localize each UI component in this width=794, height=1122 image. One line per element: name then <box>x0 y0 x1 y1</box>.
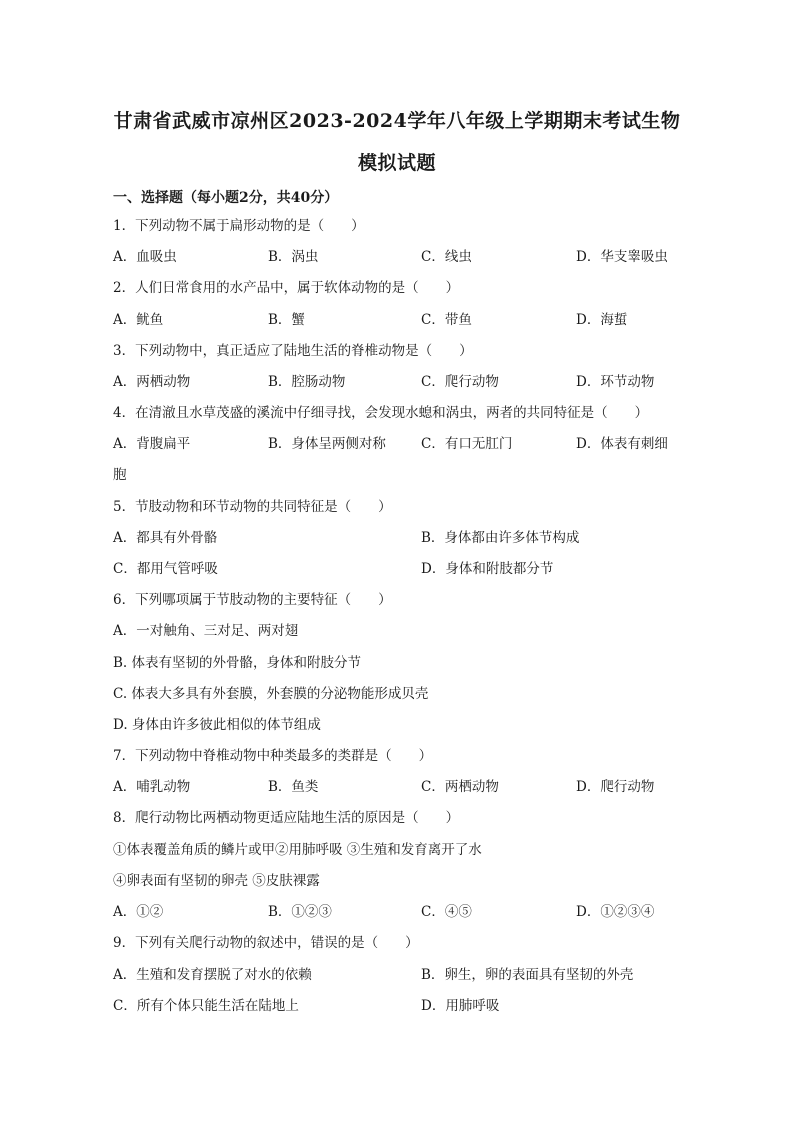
question-7-stem: 7．下列动物中脊椎动物中种类最多的类群是（ ） <box>113 748 433 764</box>
question-5-option-c: C．都用气管呼吸 <box>113 561 218 577</box>
question-9-option-a: A．生殖和发育摆脱了对水的依赖 <box>113 967 312 983</box>
question-3-option-c: C．爬行动物 <box>421 374 499 390</box>
question-7-option-b: B．鱼类 <box>268 779 319 795</box>
question-2-option-b: B．蟹 <box>268 312 305 328</box>
question-4-option-c: C．有口无肛门 <box>421 436 513 452</box>
question-5-stem: 5．节肢动物和环节动物的共同特征是（ ） <box>113 499 392 515</box>
question-3-option-a: A．两栖动物 <box>113 374 191 390</box>
question-4-option-b: B．身体呈两侧对称 <box>268 436 386 452</box>
question-2-option-c: C．带鱼 <box>421 312 472 328</box>
question-2-stem: 2．人们日常食用的水产品中，属于软体动物的是（ ） <box>113 280 460 296</box>
question-6-option-c: C. 体表大多具有外套膜，外套膜的分泌物能形成贝壳 <box>113 686 429 702</box>
question-4-option-d-continued: 胞 <box>113 467 127 483</box>
question-4-option-d: D．体表有刺细 <box>576 436 668 452</box>
question-7-option-c: C．两栖动物 <box>421 779 499 795</box>
question-3-option-b: B．腔肠动物 <box>268 374 346 390</box>
question-6-option-a: A．一对触角、三对足、两对翅 <box>113 623 299 639</box>
question-8-option-a: A．①② <box>113 904 164 920</box>
question-5-option-b: B．身体都由许多体节构成 <box>421 530 580 546</box>
document-title: 甘肃省武威市凉州区2023-2024学年八年级上学期期末考试生物 <box>113 110 681 132</box>
question-8-statements-2: ④卵表面有坚韧的卵壳 ⑤皮肤裸露 <box>113 873 320 889</box>
question-8-option-d: D．①②③④ <box>576 904 655 920</box>
section-heading: 一、选择题（每小题2分，共40分） <box>113 190 339 206</box>
question-4-option-a: A．背腹扁平 <box>113 436 191 452</box>
question-3-option-d: D．环节动物 <box>576 374 655 390</box>
question-8-option-b: B．①②③ <box>268 904 332 920</box>
question-6-option-d: D. 身体由许多彼此相似的体节组成 <box>113 717 321 733</box>
question-9-option-c: C．所有个体只能生活在陆地上 <box>113 998 299 1014</box>
question-9-option-b: B．卵生，卵的表面具有坚韧的外壳 <box>421 967 634 983</box>
question-8-statements-1: ①体表覆盖角质的鳞片或甲②用肺呼吸 ③生殖和发育离开了水 <box>113 842 482 858</box>
question-2-option-a: A．鱿鱼 <box>113 312 164 328</box>
question-1-option-c: C．线虫 <box>421 249 472 265</box>
question-8-stem: 8．爬行动物比两栖动物更适应陆地生活的原因是（ ） <box>113 810 460 826</box>
question-5-option-a: A．都具有外骨骼 <box>113 530 218 546</box>
question-9-stem: 9．下列有关爬行动物的叙述中，错误的是（ ） <box>113 935 419 951</box>
question-2-option-d: D．海蜇 <box>576 312 628 328</box>
question-6-option-b: B. 体表有坚韧的外骨骼，身体和附肢分节 <box>113 655 362 671</box>
question-1-stem: 1．下列动物不属于扁形动物的是（ ） <box>113 218 365 234</box>
question-4-stem: 4．在清澈且水草茂盛的溪流中仔细寻找，会发现水螅和涡虫，两者的共同特征是（ ） <box>113 405 649 421</box>
question-8-option-c: C．④⑤ <box>421 904 472 920</box>
question-1-option-a: A．血吸虫 <box>113 249 177 265</box>
document-subtitle: 模拟试题 <box>357 152 436 174</box>
question-9-option-d: D．用肺呼吸 <box>421 998 500 1014</box>
question-5-option-d: D．身体和附肢都分节 <box>421 561 554 577</box>
question-7-option-d: D．爬行动物 <box>576 779 655 795</box>
question-1-option-b: B．涡虫 <box>268 249 319 265</box>
question-7-option-a: A．哺乳动物 <box>113 779 191 795</box>
question-3-stem: 3．下列动物中，真正适应了陆地生活的脊椎动物是（ ） <box>113 343 473 359</box>
question-1-option-d: D．华支睾吸虫 <box>576 249 668 265</box>
question-6-stem: 6．下列哪项属于节肢动物的主要特征（ ） <box>113 592 392 608</box>
